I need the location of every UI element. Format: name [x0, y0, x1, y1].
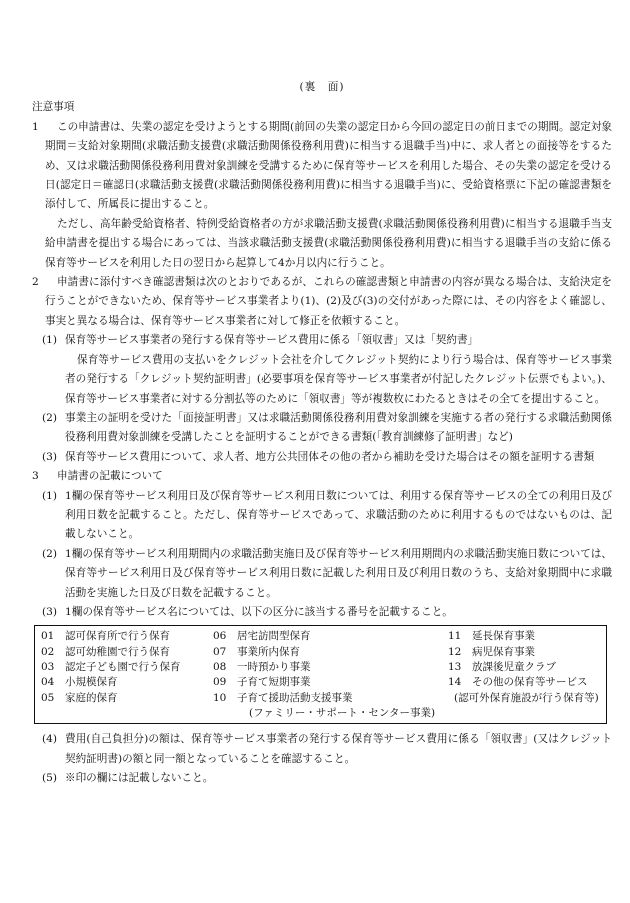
section-1-text: この申請書は、失業の認定を受けようとする期間(前回の失業の認定日から今回の認定日の前日までの期間。認定対象期間＝支給対象期間(求職活動支援費(求職活動関係役務利用費)に相当する退職手当)中に、求人者との面接等をするため、又は求職活動関係役務利用費対象訓練を受講するために保育等サービスを利用した場合、その失業の認定を受ける日(認定日＝確認日(求職活動支援費(求職活動関係役務利用費)に相当する退職手当)に、受給資格票に下記の確認書類を添付して、所属長に提出すること。	[45, 120, 613, 211]
service-code-row: 07 事業所内保育	[213, 645, 300, 658]
service-code-row: 02 認可幼稚園で行う保育	[41, 645, 170, 658]
service-code-note: (認可外保育施設が行う保育等)	[454, 691, 599, 704]
section-2-item-2	[32, 409, 612, 448]
service-code-row: 09 子育て短期事業	[213, 676, 311, 689]
service-code-column-2	[207, 629, 442, 721]
service-code-column-1	[35, 629, 207, 721]
item-text: 保育等サービス事業者の発行する保育等サービス費用に係る「領収書」又は「契約書」	[65, 334, 479, 347]
item-number: (3)	[42, 605, 58, 618]
item-number: (2)	[42, 411, 58, 424]
service-code-row: 10 子育て援助活動支援事業	[213, 691, 353, 704]
item-number: (1)	[42, 334, 58, 347]
section-3-title: 申請書の記載について	[57, 470, 163, 483]
section-3	[32, 467, 612, 486]
service-code-column-3	[442, 629, 606, 721]
item-number: (4)	[42, 733, 58, 746]
item-text: 1欄の保育等サービス利用日及び保育等サービス利用日数については、利用する保育等サービスの全ての利用日及び利用日数を記載すること。ただし、保育等サービスであって、求職活動のために利用するものではないものは、記載しないこと。	[65, 489, 612, 541]
section-3-item-3	[32, 603, 612, 622]
section-2	[32, 273, 612, 331]
service-code-note: (ファミリー・サポート・センター事業)	[249, 706, 436, 719]
heading: 注意事項	[32, 101, 75, 114]
item-text: 保育等サービス費用について、求人者、地方公共団体その他の者から補助を受けた場合はその額を証明する書類	[65, 450, 595, 463]
item-text: 事業主の証明を受けた「面接証明書」又は求職活動関係役務利用費対象訓練を実施する者の発行する求職活動関係役務利用費対象訓練を受講したことを証明することができる書類(「教育訓練修了証明書」など)	[65, 411, 612, 444]
service-code-row: 04 小規模保育	[41, 676, 118, 689]
notes-page	[32, 78, 612, 788]
side-label: (裏 面)	[299, 81, 345, 93]
section-3-number: 3	[32, 470, 39, 483]
item-text: ※印の欄には記載しないこと。	[65, 771, 214, 784]
service-code-row: 01 認可保育所で行う保育	[41, 630, 170, 643]
service-code-row: 12 病児保育事業	[448, 645, 535, 658]
section-1-number: 1	[32, 120, 39, 133]
service-code-row: 06 居宅訪問型保育	[213, 630, 311, 643]
section-3-item-1	[32, 487, 612, 545]
item-number: (2)	[42, 547, 58, 560]
section-1	[32, 118, 612, 215]
section-2-item-1-note: 保育等サービス費用の支払いをクレジット会社を介してクレジット契約により行う場合は、保育等サービス事業者の発行する「クレジット契約証明書」(必要事項を保育等サービス事業者が付記したクレジット伝票でもよい。)、保育等サービス事業者に対する分割払等のために「領収書」等が複数枚にわたるときはその全てを提出すること。	[65, 353, 612, 405]
service-code-row: 03 認定子ども園で行う保育	[41, 660, 181, 673]
section-2-item-1	[32, 331, 612, 350]
service-code-row: 14 その他の保育等サービス	[448, 676, 588, 689]
section-3-item-4	[32, 730, 612, 769]
section-3-item-2	[32, 545, 612, 603]
service-code-table	[34, 625, 607, 724]
item-number: (5)	[42, 771, 58, 784]
section-2-text: 申請書に添付すべき確認書類は次のとおりであるが、これらの確認書類と申請書の内容が異なる場合は、支給決定を行うことができないため、保育等サービス事業者より(1)、(2)及び(3)の交付があった際には、その内容をよく確認し、事実と異なる場合は、保育等サービス事業者に対して修正を依頼すること。	[45, 276, 612, 327]
service-code-row: 11 延長保育事業	[448, 630, 535, 643]
section-2-number: 2	[32, 276, 39, 289]
service-code-row: 05 家庭的保育	[41, 691, 118, 704]
service-code-row: 08 一時預かり事業	[213, 660, 311, 673]
item-number: (3)	[42, 450, 58, 463]
section-3-item-5	[32, 769, 612, 788]
section-2-item-3	[32, 448, 612, 467]
service-code-row: 13 放課後児童クラブ	[448, 660, 556, 673]
item-text: 費用(自己負担分)の額は、保育等サービス事業者の発行する保育等サービス費用に係る「領収書」(又はクレジット契約証明書)の額と同一額となっていることを確認すること。	[65, 733, 612, 765]
item-text: 1欄の保育等サービス名については、以下の区分に該当する番号を記載すること。	[65, 605, 453, 618]
section-1-para2: ただし、高年齢受給資格者、特例受給資格者の方が求職活動支援費(求職活動関係役務利用費)に相当する退職手当支給申請書を提出する場合にあっては、当該求職活動支援費(求職活動関係役務利用費)に相当する退職手当の支給に係る保育等サービスを利用した日の翌日から起算して4か月以内に行うこと。	[45, 217, 612, 269]
item-number: (1)	[42, 489, 58, 502]
item-text: 1欄の保育等サービス利用期間内の求職活動実施日及び保育等サービス利用期間内の求職活動実施日数については、保育等サービス利用日及び保育等サービス利用日数に記載した利用日及び利用日数のうち、支給対象期間中に求職活動を実施した日及び日数を記載すること。	[65, 547, 612, 599]
